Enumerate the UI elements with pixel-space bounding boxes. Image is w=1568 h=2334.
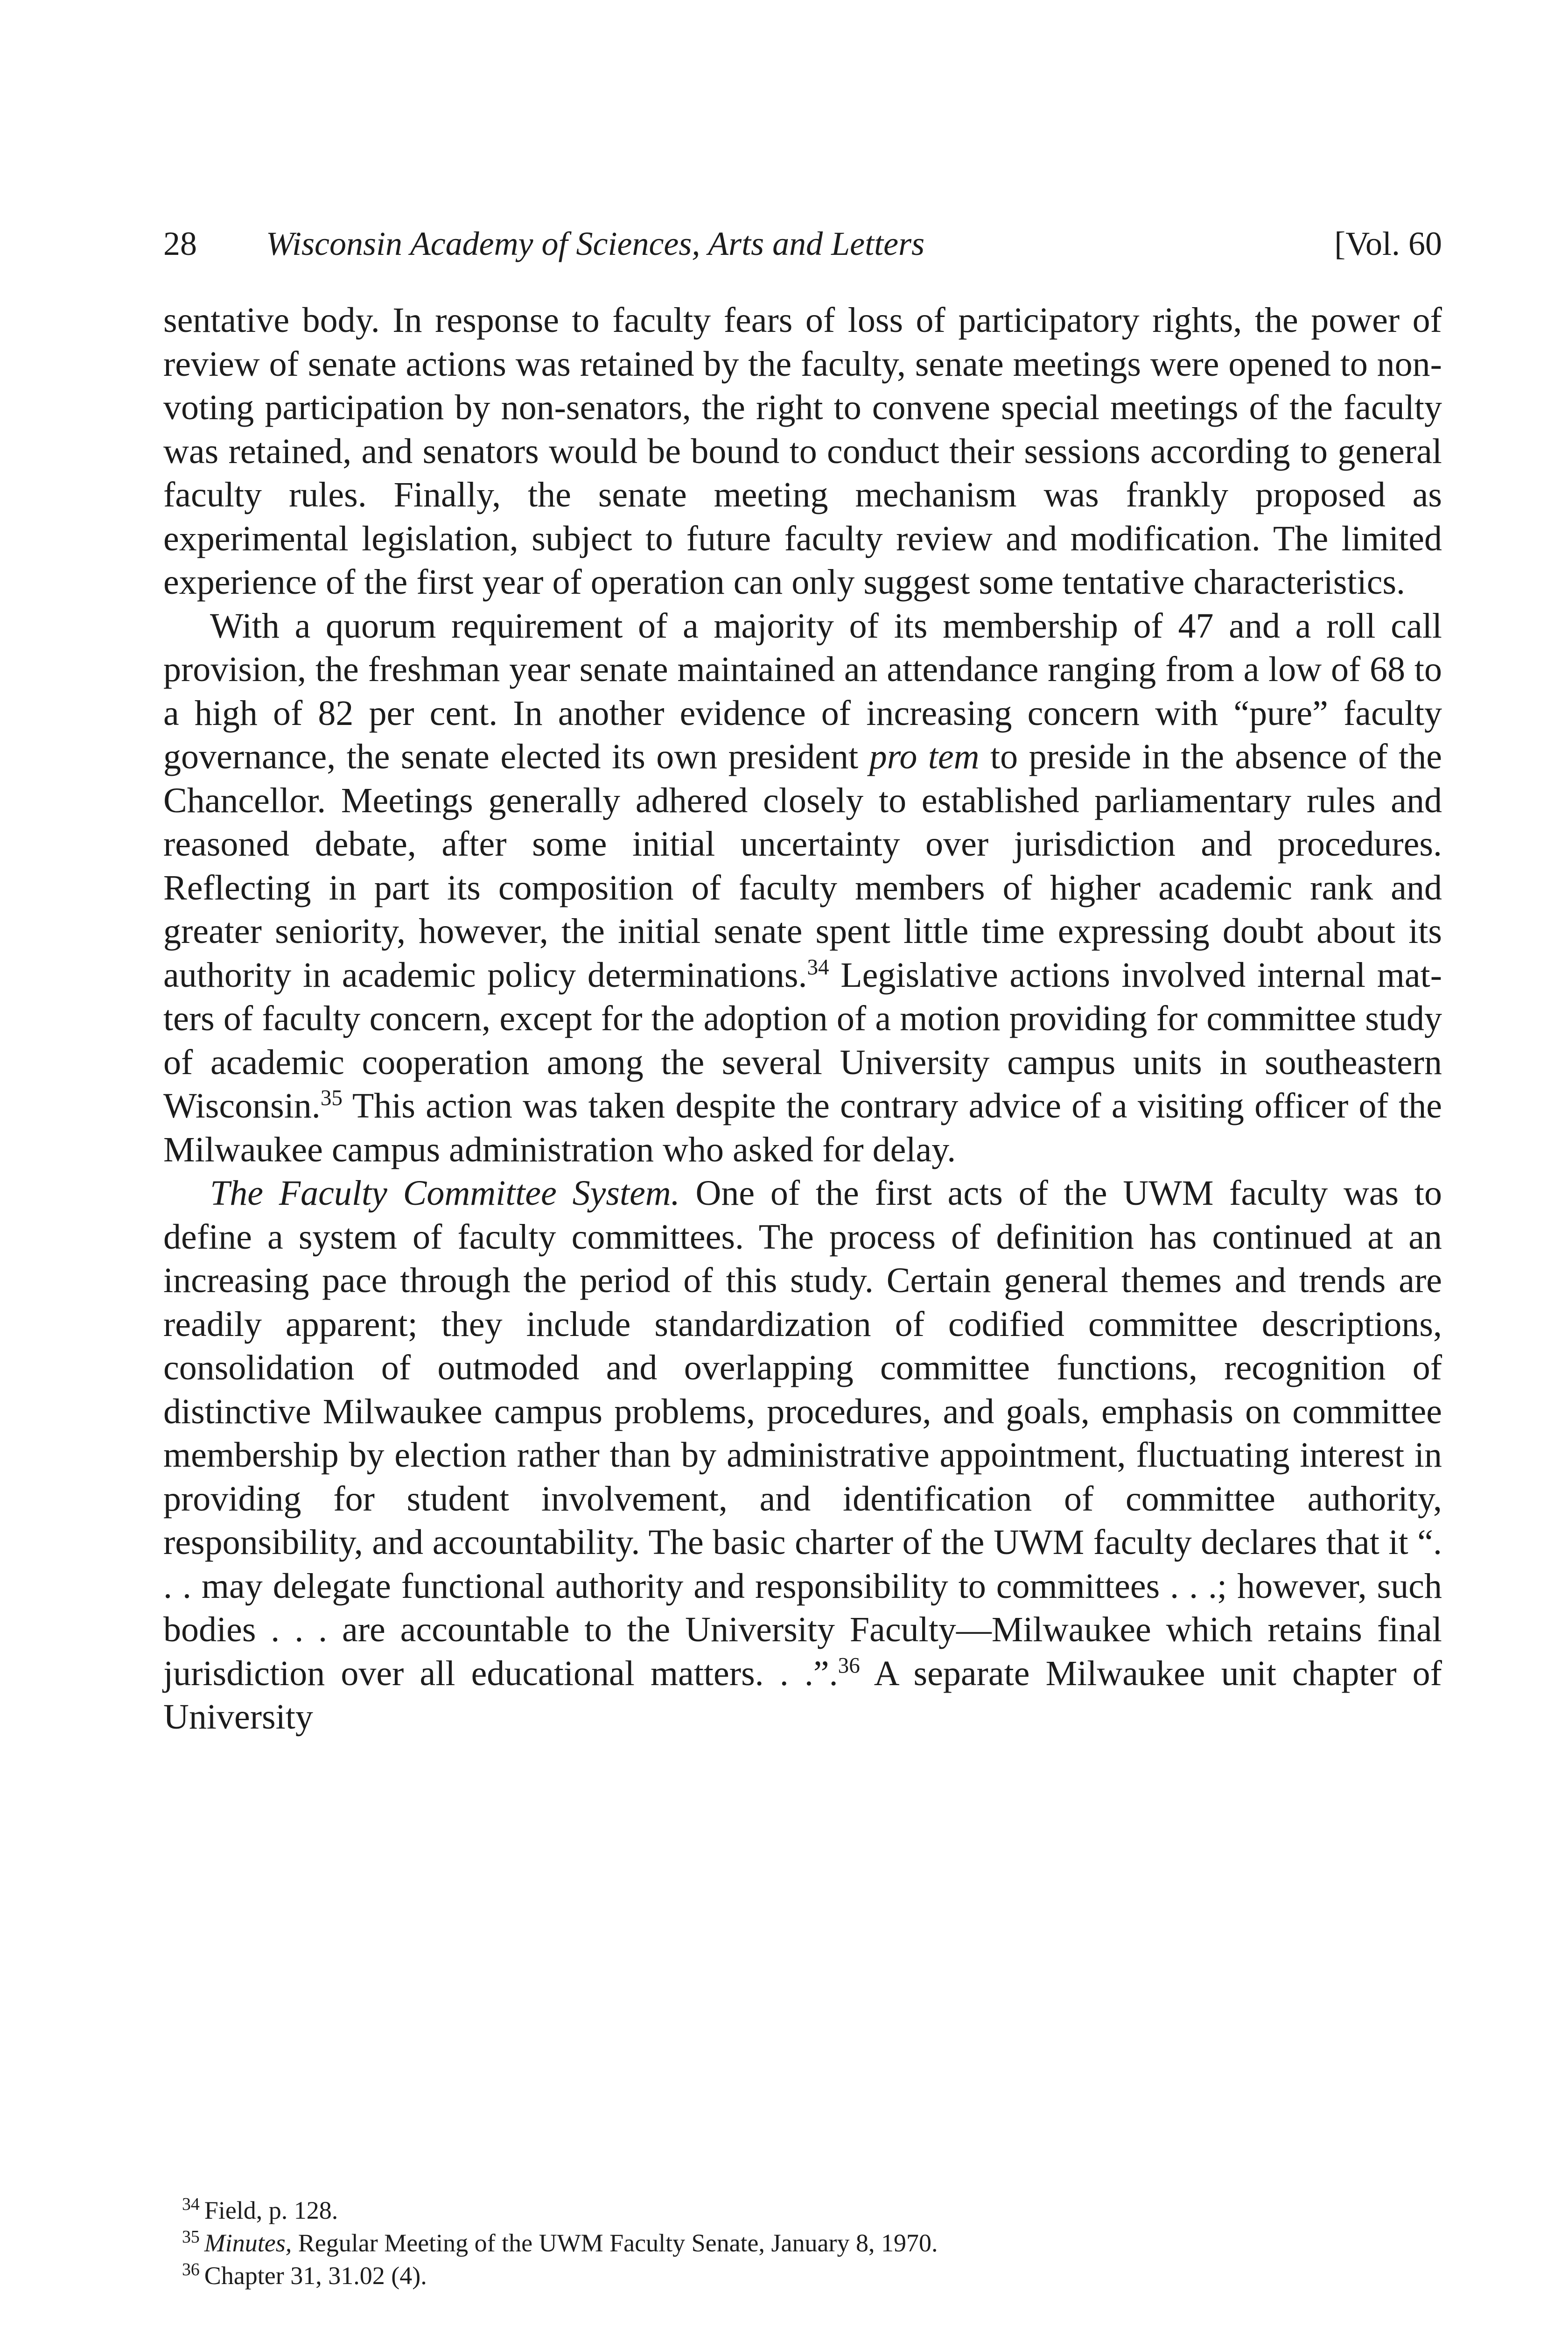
paragraph-2-italic: pro tem bbox=[869, 737, 980, 776]
footnote-35 bbox=[182, 2227, 1442, 2259]
body-text bbox=[163, 299, 1442, 1739]
section-heading: The Faculty Committee System. bbox=[210, 1174, 680, 1213]
footnote-mark: 34 bbox=[182, 2194, 200, 2214]
footnote-text: Field, p. 128. bbox=[204, 2196, 338, 2224]
journal-title: Wisconsin Academy of Sciences, Arts and Letters bbox=[266, 225, 925, 262]
paragraph-2-part-b: to preside in the absence of the Chancellor. Meetings generally adhered closely to established parliamentary rules and reasoned debate, after some initial uncertainty over jurisdiction and procedures. Reflecting in part its composition of faculty members of higher academic rank and greater seniority, however, the initial senate spent little time expressing doubt about its authority in academic policy determinations. bbox=[163, 737, 1442, 995]
footnote-ref-34: 34 bbox=[807, 955, 829, 980]
paragraph-2-part-d: This action was taken despite the contrary advice of a visiting officer of the Milwaukee campus administration who asked for delay. bbox=[163, 1086, 1442, 1169]
footnote-mark: 36 bbox=[182, 2260, 200, 2279]
footnote-mark: 35 bbox=[182, 2227, 200, 2247]
page-number: 28 bbox=[163, 225, 197, 262]
footnote-ref-35: 35 bbox=[320, 1086, 343, 1111]
paragraph-1: sentative body. In response to faculty fears of loss of participatory rights, the power of review of senate actions was retained by the faculty, senate meetings were opened to non-voting participation by non-senators, the right to convene special meetings of the faculty was retained, and senators would be bound to conduct their sessions according to general faculty rules. Finally, the senate meeting mechanism was frankly proposed as experimental legislation, subject to future faculty review and modification. The limited experience of the first year of operation can only suggest some tentative characteristics. bbox=[163, 301, 1442, 602]
paragraph-2-part-c: Legislative actions involved internal matters of faculty concern, except for the adoption of a motion providing for committee study of academic cooperation among the several University campus units in southeastern Wisconsin. bbox=[163, 955, 1442, 1125]
volume-label: [Vol. 60 bbox=[1334, 225, 1442, 262]
footnote-36 bbox=[182, 2259, 1442, 2292]
paragraph-3-part-a: One of the first acts of the UWM faculty was to define a system of faculty committees. The process of definition has continued at an increasing pace through the period of this study. Certain general themes and trends are readily apparent; they include standardization of codified committee descriptions, consolidation of outmoded and overlapping committee functions, recognition of distinctive Milwaukee campus problems, procedures, and goals, emphasis on committee membership by election rather than by administrative appointment, fluctuating interest in providing for student involvement, and identification of committee authority, responsibility, and accountability. The basic charter of the UWM faculty declares that it “. . . may delegate functional authority and responsibility to committees . . .; however, such bodies . . . are accountable to the University Faculty—Milwaukee which retains final jurisdiction over all educational matters. . .”. bbox=[163, 1174, 1442, 1693]
footnote-text: Chapter 31, 31.02 (4). bbox=[204, 2262, 427, 2290]
document-page bbox=[163, 0, 1442, 2334]
footnote-italic: Minutes, bbox=[204, 2229, 292, 2257]
paragraph-2-part-a: With a quorum requirement of a majority of its membership of 47 and a roll call provision, the freshman year senate maintained an attendance ranging from a low of 68 to a high of 82 per cent. In another evidence of increasing concern with “pure” faculty governance, the senate elected its own president bbox=[163, 606, 1442, 776]
running-header bbox=[163, 220, 1442, 267]
paragraph-3-part-b: A separate Milwaukee unit chapter of University bbox=[163, 1653, 1442, 1736]
footnote-ref-36: 36 bbox=[838, 1653, 860, 1678]
paragraph-2 bbox=[163, 605, 1442, 1172]
footnotes bbox=[182, 2194, 1442, 2292]
footnote-34 bbox=[182, 2194, 1442, 2227]
footnote-text: Regular Meeting of the UWM Faculty Senate, January 8, 1970. bbox=[292, 2229, 938, 2257]
paragraph-3 bbox=[163, 1172, 1442, 1739]
